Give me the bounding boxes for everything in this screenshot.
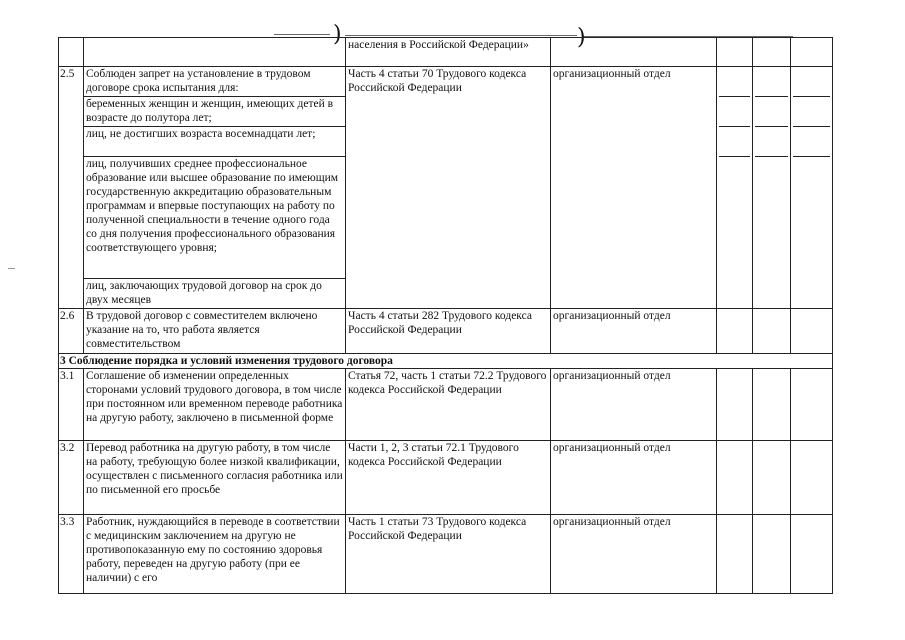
cell-requirement: Соглашение об изменении определенных сторонами условий трудового договора, в том числе при постоянном или временном переводе работника на другую работу, заключено в письменной форме xyxy=(84,369,346,441)
cell-answer-no xyxy=(753,67,791,309)
cell-answer-na xyxy=(791,38,833,67)
department-text: организационный отдел xyxy=(553,68,671,80)
table-row-3-1 xyxy=(59,369,833,441)
cell-requirement xyxy=(84,38,346,67)
cell-answer-na xyxy=(791,309,833,354)
cell-law xyxy=(346,38,551,67)
scan-artifact-bracket: ) xyxy=(577,25,586,50)
cell-answer-no xyxy=(753,369,791,441)
requirement-part: Соблюден запрет на установление в трудовом договоре срока испытания для: xyxy=(84,67,345,97)
cell-law: Статья 72, часть 1 статьи 72.2 Трудового кодекса Российской Федерации xyxy=(346,369,551,441)
cell-num: 3.3 xyxy=(59,515,84,594)
cell-answer-yes xyxy=(717,38,753,67)
cell-law: Части 1, 2, 3 статьи 72.1 Трудового кодекса Российской Федерации xyxy=(346,441,551,515)
requirement-part: лиц, заключающих трудовой договор на срок до двух месяцев xyxy=(86,280,322,306)
cell-answer-yes xyxy=(717,67,753,309)
table-row-3-3 xyxy=(59,515,833,594)
requirement-part: лиц, не достигших возраста восемнадцати лет; xyxy=(84,127,345,157)
table-row-continuation xyxy=(59,38,833,67)
cell-answer-yes xyxy=(717,309,753,354)
cell-department xyxy=(551,38,717,67)
cell-answer-yes xyxy=(717,441,753,515)
cell-law: Часть 1 статьи 73 Трудового кодекса Российской Федерации xyxy=(346,515,551,594)
answer-subcell xyxy=(719,67,750,97)
cell-answer-na xyxy=(791,515,833,594)
answer-subcell xyxy=(755,127,788,157)
cell-answer-no xyxy=(753,515,791,594)
answer-subcell xyxy=(719,97,750,127)
cell-requirement: Работник, нуждающийся в переводе в соответствии с медицинским заключением на другую не противопоказанную ему по состоянию здоровья работу, переведен на другую работу (при ее наличии) с его xyxy=(84,515,346,594)
cell-num xyxy=(59,38,84,67)
section-header-row xyxy=(59,354,833,369)
scan-artifact-tick xyxy=(8,268,15,269)
table-row-2-6 xyxy=(59,309,833,354)
scan-artifact-bracket: ) xyxy=(333,22,342,47)
section-title: 3 Соблюдение порядка и условий изменения трудового договора xyxy=(59,354,833,369)
requirement-part: беременных женщин и женщин, имеющих детей в возрасте до полутора лет; xyxy=(84,97,345,127)
table-row-2-5 xyxy=(59,67,833,309)
cell-answer-na xyxy=(791,67,833,309)
table-row-3-2 xyxy=(59,441,833,515)
law-text: населения в Российской Федерации» xyxy=(348,39,529,51)
cell-department: организационный отдел xyxy=(551,441,717,515)
cell-answer-no xyxy=(753,38,791,67)
cell-requirement: В трудовой договор с совместителем включено указание на то, что работа является совместительством xyxy=(84,309,346,354)
cell-num: 2.5 xyxy=(59,67,84,309)
cell-department: организационный отдел xyxy=(551,369,717,441)
answer-subcell xyxy=(793,127,830,157)
cell-requirement xyxy=(84,67,346,309)
cell-num: 3.2 xyxy=(59,441,84,515)
scan-artifact-line xyxy=(345,35,577,36)
cell-requirement: Перевод работника на другую работу, в том числе на работу, требующую более низкой квалификации, осуществлен с письменного согласия работника или по письменной его просьбе xyxy=(84,441,346,515)
cell-answer-yes xyxy=(717,515,753,594)
cell-answer-na xyxy=(791,369,833,441)
cell-answer-na xyxy=(791,441,833,515)
answer-subcell xyxy=(755,97,788,127)
cell-law: Часть 4 статьи 282 Трудового кодекса Российской Федерации xyxy=(346,309,551,354)
answer-subcell xyxy=(719,127,750,157)
cell-department: организационный отдел xyxy=(551,515,717,594)
law-text: Часть 4 статьи 70 Трудового кодекса Российской Федерации xyxy=(348,68,527,94)
answer-subcell xyxy=(793,97,830,127)
cell-answer-no xyxy=(753,309,791,354)
cell-law xyxy=(346,67,551,309)
cell-department: организационный отдел xyxy=(551,309,717,354)
answer-subcell xyxy=(755,67,788,97)
scan-artifact-line xyxy=(274,34,330,35)
cell-answer-no xyxy=(753,441,791,515)
requirement-part: лиц, получивших среднее профессиональное образование или высшее образование по имеющим государственную аккредитацию образовательным программам и впервые поступающих на работу по полученной специальности в течение одного года со дня получения профессионального образования соответствующего уровня; xyxy=(84,157,345,279)
answer-subcell xyxy=(793,67,830,97)
cell-answer-yes xyxy=(717,369,753,441)
cell-num: 3.1 xyxy=(59,369,84,441)
cell-department xyxy=(551,67,717,309)
cell-num: 2.6 xyxy=(59,309,84,354)
checklist-table xyxy=(58,37,833,594)
